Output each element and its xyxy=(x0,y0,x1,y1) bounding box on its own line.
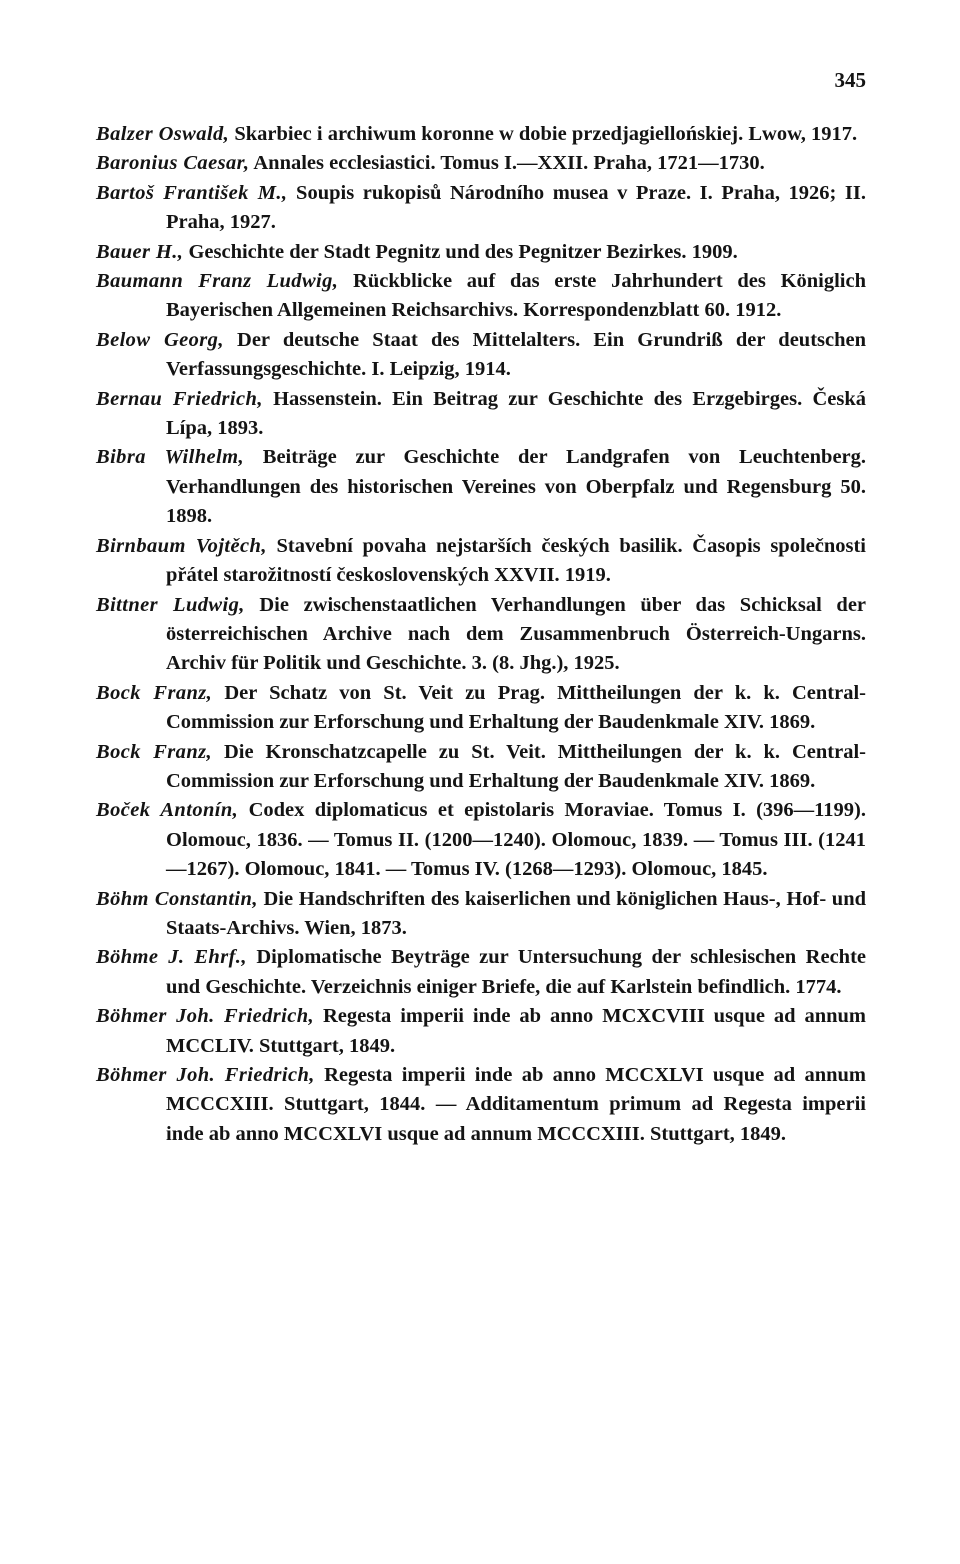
entry-author: Bernau Friedrich, xyxy=(96,387,263,410)
entry-text: Rückblicke auf das erste Jahrhundert des Königlich Bayerischen Allgemeinen Reichsarchivs. Korrespondenzblatt 60. 1912. xyxy=(166,270,867,322)
page-number: 345 xyxy=(834,68,866,92)
entry-author: Birnbaum Vojtěch, xyxy=(96,534,267,557)
entry-author: Böhm Constantin, xyxy=(96,887,258,910)
entry-author: Bittner Ludwig, xyxy=(96,593,245,616)
entry-author: Bock Franz, xyxy=(96,681,213,704)
bibliography-entry xyxy=(96,1061,866,1149)
entry-text: Der deutsche Staat des Mittelalters. Ein Grundriß der deutschen Verfassungsgeschichte. I. Leipzig, 1914. xyxy=(166,328,866,381)
entry-text: Codex diplomaticus et epistolaris Moraviae. Tomus I. (396—1199). Olomouc, 1836. — Tomus II. (1200—1240). Olomouc, 1839. — Tomus III. (1241—1267). Olomouc, 1841. — Tomus IV. (1268—1293). Olomouc, 1845. xyxy=(166,799,867,881)
bibliography-entry xyxy=(96,943,866,1002)
entry-author: Below Georg, xyxy=(96,328,224,351)
bibliography-entry xyxy=(96,267,866,326)
bibliography-entry xyxy=(96,179,866,238)
entry-text: Soupis rukopisů Národního musea v Praze. I. Praha, 1926; II. Praha, 1927. xyxy=(166,181,867,234)
bibliography-entry xyxy=(96,591,866,679)
entry-text: Der Schatz von St. Veit zu Prag. Mittheilungen der k. k. Central-Commission zur Erforschung und Erhaltung der Baudenkmale XIV. 1869. xyxy=(166,681,866,734)
bibliography-entry xyxy=(96,326,866,385)
entry-text: Hassenstein. Ein Beitrag zur Geschichte des Erzgebirges. Česká Lípa, 1893. xyxy=(166,387,866,440)
entry-text: Die Kronschatzcapelle zu St. Veit. Mittheilungen der k. k. Central-Commission zur Erforschung und Erhaltung der Baudenkmale XIV. 1869. xyxy=(166,740,867,792)
entry-author: Böhmer Joh. Friedrich, xyxy=(96,1064,315,1086)
entry-text: Diplomatische Beyträge zur Untersuchung der schlesischen Rechte und Geschichte. Verzeichnis einiger Briefe, die auf Karlstein befindlich. 1774. xyxy=(166,946,866,998)
bibliography-entry xyxy=(96,385,866,444)
entry-text: Beiträge zur Geschichte der Landgrafen von Leuchtenberg. Verhandlungen des historischen Vereines von Oberpfalz und Regensburg 50. 1898. xyxy=(166,446,867,528)
entry-author: Baumann Franz Ludwig, xyxy=(96,270,339,293)
bibliography-entry xyxy=(96,120,866,149)
entry-text: Stavební povaha nejstarších českých basilik. Časopis společnosti přátel starožitností československých XXVII. 1919. xyxy=(166,534,866,587)
entry-text: Regesta imperii inde ab anno MCXCVIII usque ad annum MCCLIV. Stuttgart, 1849. xyxy=(166,1005,866,1057)
entry-text: Geschichte der Stadt Pegnitz und des Pegnitzer Bezirkes. 1909. xyxy=(188,240,738,263)
entry-author: Bibra Wilhelm, xyxy=(96,446,244,469)
bibliography-entry xyxy=(96,238,866,267)
entry-author: Bauer H., xyxy=(96,240,184,263)
entry-author: Böhme J. Ehrf., xyxy=(96,946,247,969)
entry-text: Die Handschriften des kaiserlichen und königlichen Haus-, Hof- und Staats-Archivs. Wien, 1873. xyxy=(166,887,866,939)
entry-author: Boček Antonín, xyxy=(96,799,239,822)
bibliography-entry xyxy=(96,443,866,531)
entry-author: Baronius Caesar, xyxy=(96,152,250,175)
bibliography-entry xyxy=(96,679,866,738)
entry-author: Bock Franz, xyxy=(96,740,213,763)
bibliography-entry xyxy=(96,796,866,884)
bibliography-list xyxy=(96,120,866,1149)
entry-text: Regesta imperii inde ab anno MCCXLVI usque ad annum MCCCXIII. Stuttgart, 1844. — Additamentum primum ad Regesta imperii inde ab anno MCCXLVI usque ad annum MCCCXIII. Stuttgart, 1849. xyxy=(166,1064,867,1145)
entry-text: Annales ecclesiastici. Tomus I.—XXII. Praha, 1721—1730. xyxy=(253,152,765,175)
entry-author: Bartoš František M., xyxy=(96,181,288,204)
bibliography-entry xyxy=(96,738,866,797)
bibliography-entry xyxy=(96,1002,866,1061)
entry-text: Die zwischenstaatlichen Verhandlungen über das Schicksal der österreichischen Archive nach dem Zusammenbruch Österreich-Ungarns. Archiv für Politik und Geschichte. 3. (8. Jhg.), 1925. xyxy=(166,593,867,675)
bibliography-entry xyxy=(96,885,866,944)
entry-author: Balzer Oswald, xyxy=(96,123,230,145)
bibliography-entry xyxy=(96,149,866,178)
bibliography-entry xyxy=(96,532,866,591)
entry-text: Skarbiec i archiwum koronne w dobie przedjagiellońskiej. Lwow, 1917. xyxy=(234,123,858,145)
entry-author: Böhmer Joh. Friedrich, xyxy=(96,1005,315,1028)
